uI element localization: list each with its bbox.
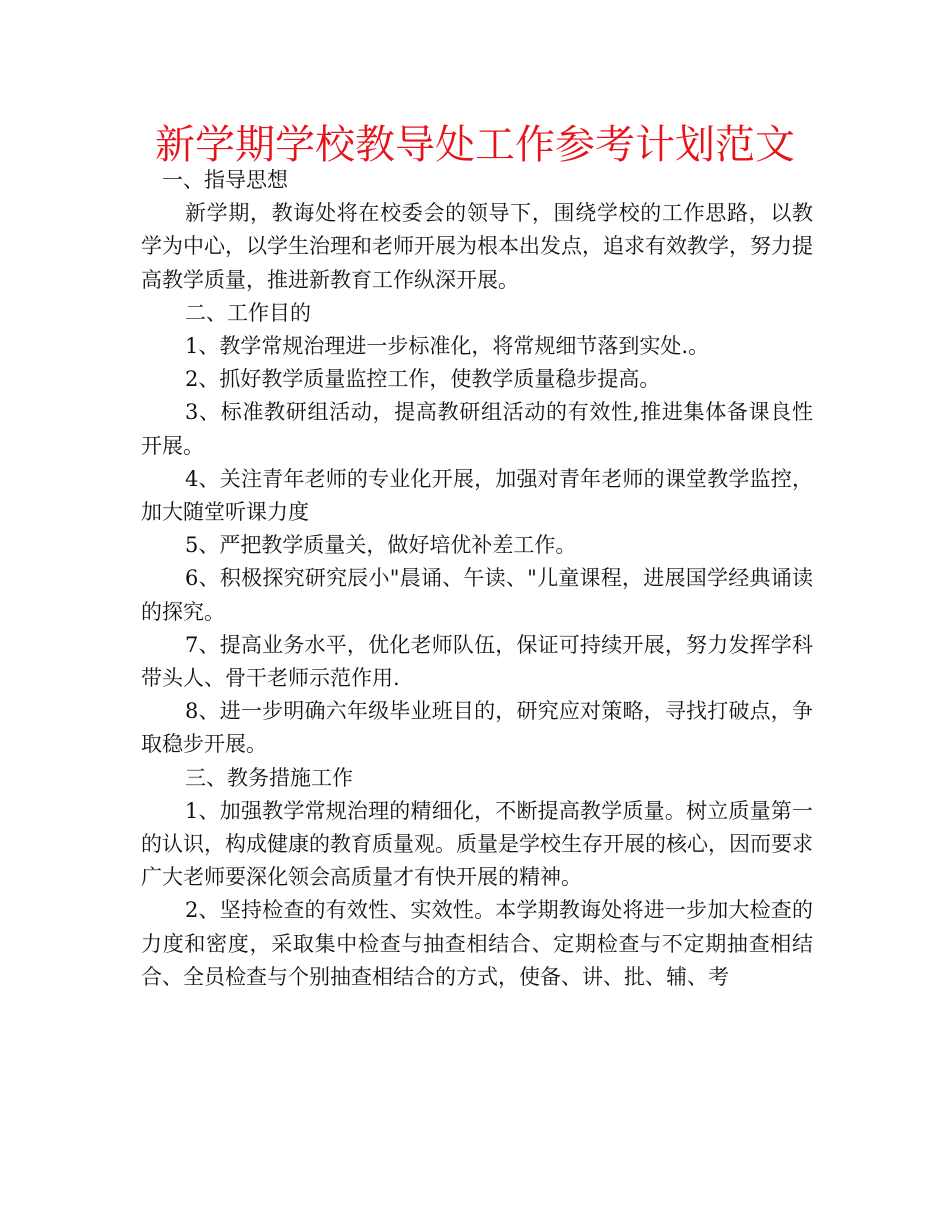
paragraph: 新学期，教诲处将在校委会的领导下，围绕学校的工作思路，以教学为中心，以学生治理和老师开展为根本出发点，追求有效教学，努力提高教学质量，推进新教育工作纵深开展。: [141, 201, 813, 292]
paragraph: 8、进一步明确六年级毕业班目的，研究应对策略，寻找打破点，争取稳步开展。: [141, 699, 813, 757]
paragraph: 1、教学常规治理进一步标准化，将常规细节落到实处.。: [185, 334, 710, 359]
paragraph: 6、积极探究研究辰小"晨诵、午读、"儿童课程，进展国学经典诵读的探究。: [141, 566, 813, 624]
paragraph: 5、严把教学质量关，做好培优补差工作。: [185, 533, 577, 558]
section-heading-work-goals: 二、工作目的: [185, 300, 311, 325]
document-title: 新学期学校教导处工作参考计划范文: [155, 122, 795, 168]
paragraph: 3、标准教研组活动，提高教研组活动的有效性,推进集体备课良性开展。: [141, 400, 813, 458]
paragraph: 4、关注青年老师的专业化开展，加强对青年老师的课堂教学监控，加大随堂听课力度: [141, 466, 813, 525]
paragraph: 2、坚持检查的有效性、实效性。本学期教诲处将进一步加大检查的力度和密度，采取集中检查与抽查相结合、定期检查与不定期抽查相结合、全员检查与个别抽查相结合的方式，使备、讲、批、辅、考: [141, 898, 813, 989]
document-body: [141, 164, 813, 994]
paragraph: 2、抓好教学质量监控工作，使教学质量稳步提高。: [185, 367, 661, 392]
section-heading-guiding-ideology: 一、指导思想: [162, 168, 288, 192]
paragraph: 1、加强教学常规治理的精细化，不断提高教学质量。树立质量第一的认识，构成健康的教育质量观。质量是学校生存开展的核心，因而要求广大老师要深化领会高质量才有快开展的精神。: [141, 798, 813, 890]
paragraph: 7、提高业务水平，优化老师队伍，保证可持续开展，努力发挥学科带头人、骨干老师示范作用.: [141, 632, 813, 691]
section-heading-teaching-measures: 三、教务措施工作: [185, 765, 353, 790]
